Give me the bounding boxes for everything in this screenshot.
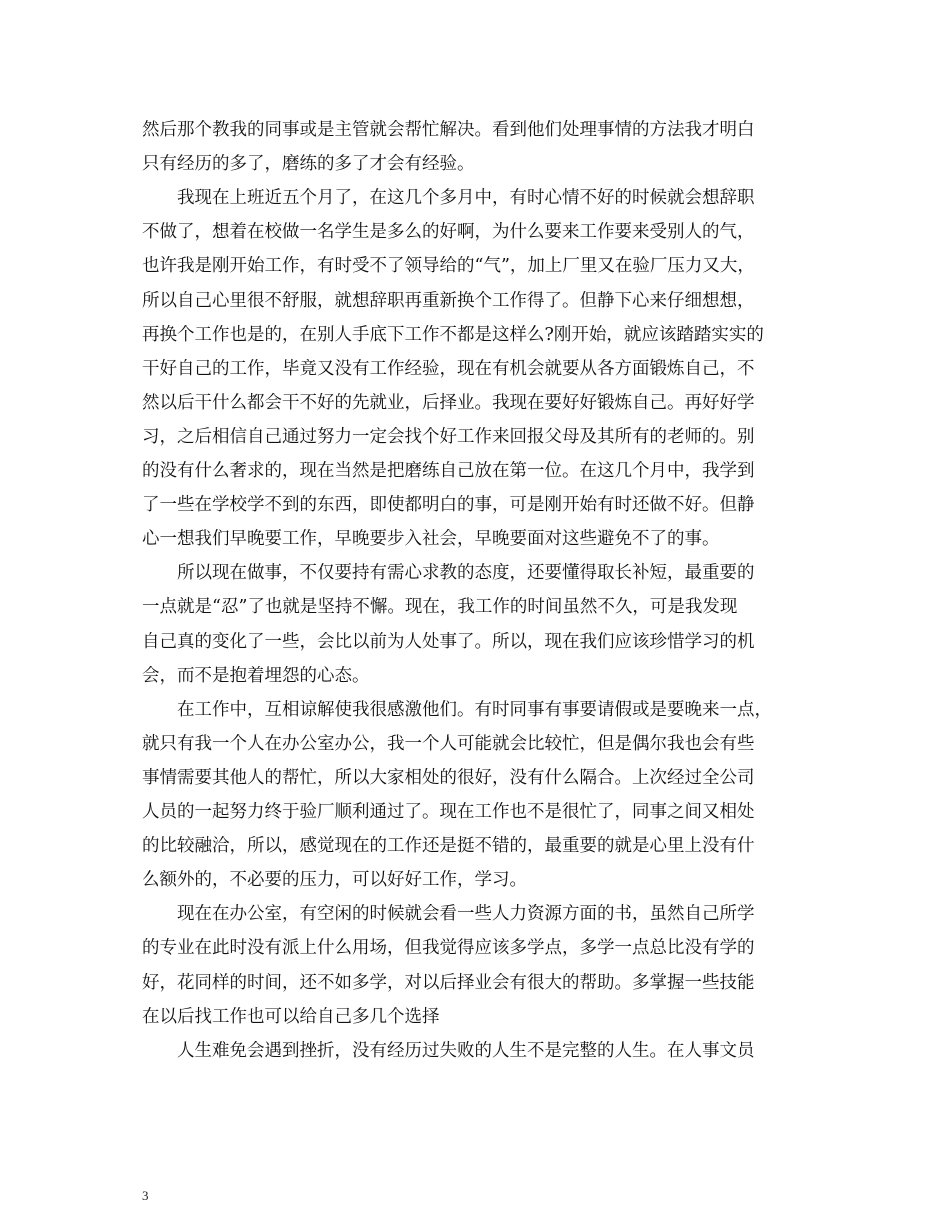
text-line: 所以现在做事，不仅要持有需心求教的态度，还要懂得取长补短，最重要的 bbox=[142, 563, 755, 584]
text-line: 么额外的，不必要的压力，可以好好工作，学习。 bbox=[142, 870, 527, 891]
text-line: 就只有我一个人在办公室办公，我一个人可能就会比较忙，但是偶尔我也会有些 bbox=[142, 733, 755, 754]
text-line: 事情需要其他人的帮忙，所以大家相处的很好，没有什么隔合。上次经过全公司 bbox=[142, 767, 755, 788]
text-line: 人员的一起努力终于验厂顺利通过了。现在工作也不是很忙了，同事之间又相处 bbox=[142, 802, 755, 822]
text-line: 一点就是“忍”了也就是坚持不懈。现在，我工作的时间虽然不久，可是我发现 bbox=[142, 597, 738, 618]
text-line: 的没有什么奢求的，现在当然是把磨练自己放在第一位。在这几个月中，我学到 bbox=[142, 461, 755, 481]
text-line: 人生难免会遇到挫折，没有经历过失败的人生不是完整的人生。在人事文员 bbox=[142, 1040, 755, 1061]
text-line: 自己真的变化了一些，会比以前为人处事了。所以，现在我们应该珍惜学习的机 bbox=[142, 631, 755, 652]
text-line: 心一想我们早晚要工作，早晚要步入社会，早晚要面对这些避免不了的事。 bbox=[142, 529, 720, 550]
page-number: 3 bbox=[142, 1188, 149, 1203]
text-line: 在工作中，互相谅解使我很感激他们。有时同事有事要请假或是要晚来一点， bbox=[142, 699, 772, 720]
text-line: 只有经历的多了，磨练的多了才会有经验。 bbox=[142, 154, 475, 175]
text-line: 的比较融洽，所以，感觉现在的工作还是挺不错的，最重要的就是心里上没有什 bbox=[142, 836, 755, 857]
text-line: 现在在办公室，有空闲的时候就会看一些人力资源方面的书，虽然自己所学 bbox=[142, 904, 755, 925]
text-line: 然以后干什么都会干不好的先就业，后择业。我现在要好好锻炼自己。再好好学 bbox=[142, 392, 755, 413]
text-line: 不做了，想着在校做一名学生是多么的好啊，为什么要来工作要来受别人的气， bbox=[142, 222, 755, 243]
text-line: 好，花同样的时间，还不如多学，对以后择业会有很大的帮助。多掌握一些技能 bbox=[142, 972, 755, 993]
text-line: 会，而不是抱着埋怨的心态。 bbox=[142, 665, 370, 686]
text-line: 习，之后相信自己通过努力一定会找个好工作来回报父母及其所有的老师的。别 bbox=[142, 426, 755, 447]
text-line: 所以自己心里很不舒服，就想辞职再重新换个工作得了。但静下心来仔细想想， bbox=[142, 290, 755, 311]
text-line: 然后那个教我的同事或是主管就会帮忙解决。看到他们处理事情的方法我才明白 bbox=[142, 120, 755, 140]
text-line: 在以后找工作也可以给自己多几个选择 bbox=[142, 1006, 440, 1027]
text-line: 了一些在学校学不到的东西，即使都明白的事，可是刚开始有时还做不好。但静 bbox=[142, 495, 755, 516]
text-line: 的专业在此时没有派上什么用场，但我觉得应该多学点，多学一点总比没有学的 bbox=[142, 938, 755, 959]
text-line: 干好自己的工作，毕竟又没有工作经验，现在有机会就要从各方面锻炼自己，不 bbox=[142, 358, 755, 379]
text-line: 也许我是刚开始工作，有时受不了领导给的“气”，加上厂里又在验厂压力又大， bbox=[142, 256, 755, 277]
text-line: 我现在上班近五个月了，在这几个多月中，有时心情不好的时候就会想辞职 bbox=[142, 188, 755, 209]
text-line: 再换个工作也是的，在别人手底下工作不都是这样么?刚开始，就应该踏踏实实的 bbox=[142, 324, 764, 345]
